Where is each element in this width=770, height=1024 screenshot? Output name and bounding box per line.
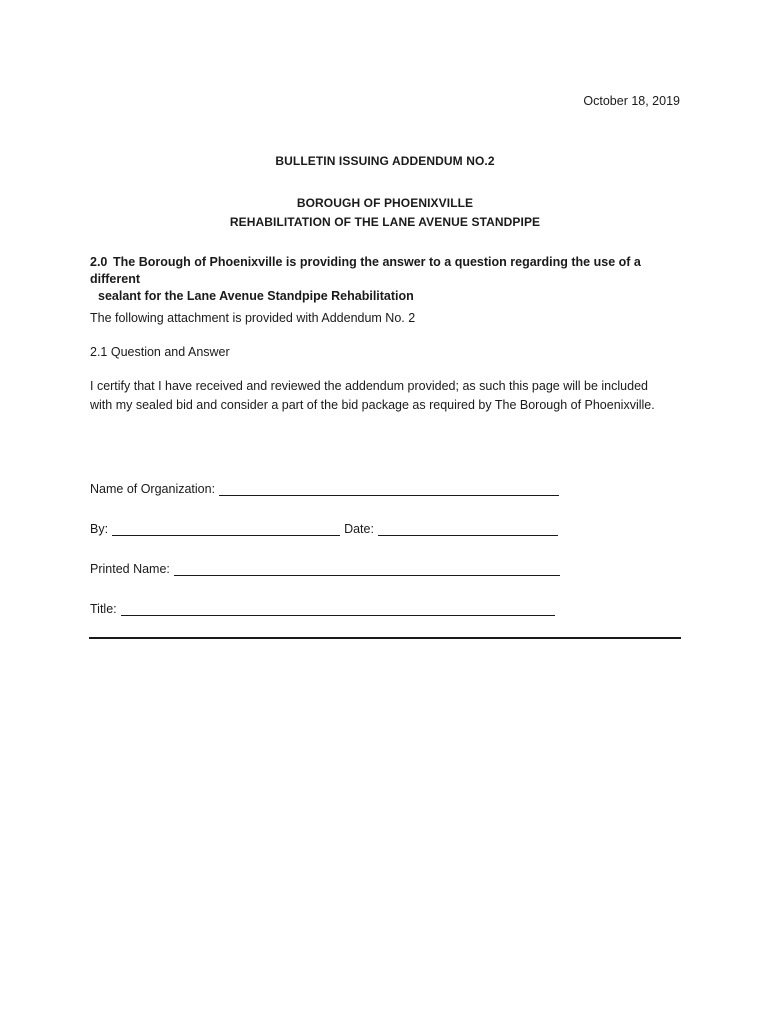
organization-input-line[interactable] [219, 481, 559, 496]
bulletin-title: BULLETIN ISSUING ADDENDUM NO.2 [275, 154, 495, 168]
certification-line1: I certify that I have received and reviewed the addendum provided; as such this page will be included [90, 379, 648, 393]
title-field [90, 598, 555, 616]
printed-name-label: Printed Name: [90, 562, 170, 576]
date-label: Date: [344, 522, 374, 536]
organization-field [90, 478, 559, 496]
title-label: Title: [90, 602, 117, 616]
section-heading [90, 254, 690, 305]
by-input-line[interactable] [112, 521, 340, 536]
organization-label: Name of Organization: [90, 482, 216, 496]
printed-name-field [90, 558, 560, 576]
printed-name-input-line[interactable] [174, 561, 560, 576]
title-input-line[interactable] [121, 601, 555, 616]
date-input-line[interactable] [378, 521, 558, 536]
by-label: By: [90, 522, 109, 536]
attachment-note: The following attachment is provided with Addendum No. 2 [90, 311, 416, 325]
certification-line2: with my sealed bid and consider a part of the bid package as required by The Borough of Phoenixville. [90, 398, 655, 412]
borough-name: BOROUGH OF PHOENIXVILLE [296, 196, 474, 210]
bottom-divider [89, 637, 681, 639]
certification-statement [90, 377, 690, 415]
document-date: October 18, 2019 [583, 94, 680, 108]
item-question-answer: 2.1 Question and Answer [90, 345, 230, 359]
section-number: 2.0 [90, 255, 108, 269]
signature-date-row [90, 518, 558, 536]
project-title: REHABILITATION OF THE LANE AVENUE STANDPIPE [229, 215, 541, 229]
section-heading-line2: sealant for the Lane Avenue Standpipe Rehabilitation [98, 289, 414, 303]
section-heading-line1: The Borough of Phoenixville is providing the answer to a question regarding the use of a different [90, 255, 641, 286]
